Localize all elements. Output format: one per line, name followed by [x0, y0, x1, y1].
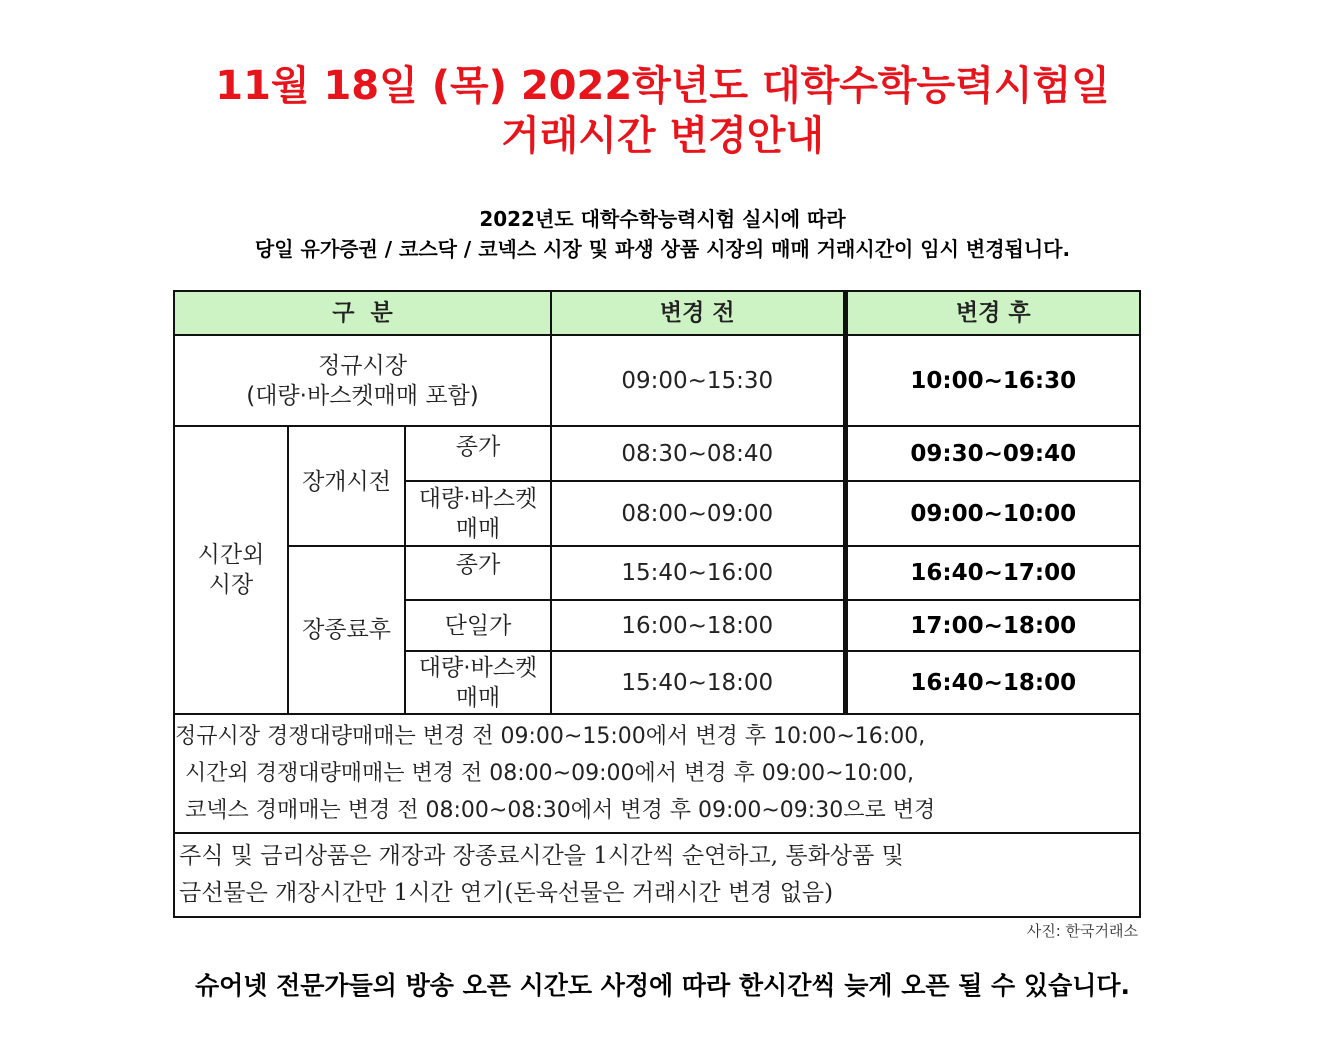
footer-notice: 슈어넷 전문가들의 방송 오픈 시간도 사정에 따라 한시간씩 늦게 오픈 될 수 있습니다. [194, 971, 1131, 1000]
auction-note-line3: 코넥스 경매매는 변경 전 08:00~08:30에서 변경 후 09:00~09:30으로 변경 [185, 798, 936, 823]
post-close-label: 장종료후 [288, 546, 405, 714]
trading-hours-table [173, 290, 1141, 918]
photo-credit: 사진: 한국거래소 [1026, 922, 1138, 940]
header-category: 구 분 [174, 291, 551, 335]
post-close-type-1-line1: 단일가 [444, 612, 512, 639]
post-close-before-2: 15:40~18:00 [551, 651, 845, 714]
pre-open-type-0-line1: 종가 [455, 434, 501, 460]
post-close-type-0 [405, 546, 551, 600]
off-hours-label [174, 426, 288, 714]
table-row [174, 335, 1140, 426]
pre-open-label: 장개시전 [288, 426, 405, 546]
pre-open-before-1: 08:00~09:00 [551, 481, 845, 546]
header-after: 변경 후 [845, 291, 1140, 335]
auction-note [174, 714, 1140, 833]
subtitle-line2: 당일 유가증권 / 코스닥 / 코넥스 시장 및 파생 상품 시장의 매매 거래시간이 임시 변경됩니다. [254, 237, 1071, 261]
derivatives-note [174, 833, 1140, 917]
off-hours-label-line1: 시간외 [197, 542, 265, 568]
post-close-type-2 [405, 651, 551, 714]
off-hours-label-line2: 시장 [208, 572, 254, 598]
regular-market-label [174, 335, 551, 426]
auction-note-line2: 시간외 경쟁대량매매는 변경 전 08:00~09:00에서 변경 후 09:00~10:00, [185, 761, 914, 786]
pre-open-type-1 [405, 481, 551, 546]
pre-open-after-0: 09:30~09:40 [845, 426, 1140, 481]
table-note-row [174, 714, 1140, 833]
auction-note-line1: 정규시장 경쟁대량매매는 변경 전 09:00~15:00에서 변경 후 10:00~16:00, [175, 724, 926, 749]
page-title-line2: 거래시간 변경안내 [500, 113, 825, 159]
post-close-type-0-line1: 종가 [455, 552, 501, 578]
table-row [174, 546, 1140, 600]
pre-open-after-1: 09:00~10:00 [845, 481, 1140, 546]
post-close-type-1 [405, 600, 551, 651]
regular-before: 09:00~15:30 [551, 335, 845, 426]
derivatives-note-line1: 주식 및 금리상품은 개장과 장종료시간을 1시간씩 순연하고, 통화상품 및 [179, 843, 904, 869]
post-close-type-2-line1: 대량·바스켓 [418, 654, 538, 681]
pre-open-type-1-line1: 대량·바스켓 [418, 485, 538, 512]
pre-open-type-0 [405, 426, 551, 481]
table-header-row [174, 291, 1140, 335]
regular-market-label-line2: (대량·바스켓매매 포함) [246, 382, 479, 409]
pre-open-before-0: 08:30~08:40 [551, 426, 845, 481]
subtitle-line1: 2022년도 대학수학능력시험 실시에 따라 [479, 207, 846, 231]
regular-market-label-line1: 정규시장 [318, 352, 407, 379]
post-close-after-2: 16:40~18:00 [845, 651, 1140, 714]
post-close-after-0: 16:40~17:00 [845, 546, 1140, 600]
table-derivatives-row [174, 833, 1140, 917]
pre-open-type-1-line2: 매매 [455, 515, 501, 542]
derivatives-note-line2: 금선물은 개장시간만 1시간 연기(돈육선물은 거래시간 변경 없음) [179, 880, 834, 906]
header-before: 변경 전 [551, 291, 845, 335]
regular-after: 10:00~16:30 [845, 335, 1140, 426]
table-row [174, 426, 1140, 481]
page-title-line1: 11월 18일 (목) 2022학년도 대학수학능력시험일 [215, 63, 1110, 109]
post-close-type-2-line2: 매매 [455, 684, 501, 711]
post-close-before-1: 16:00~18:00 [551, 600, 845, 651]
post-close-before-0: 15:40~16:00 [551, 546, 845, 600]
post-close-after-1: 17:00~18:00 [845, 600, 1140, 651]
